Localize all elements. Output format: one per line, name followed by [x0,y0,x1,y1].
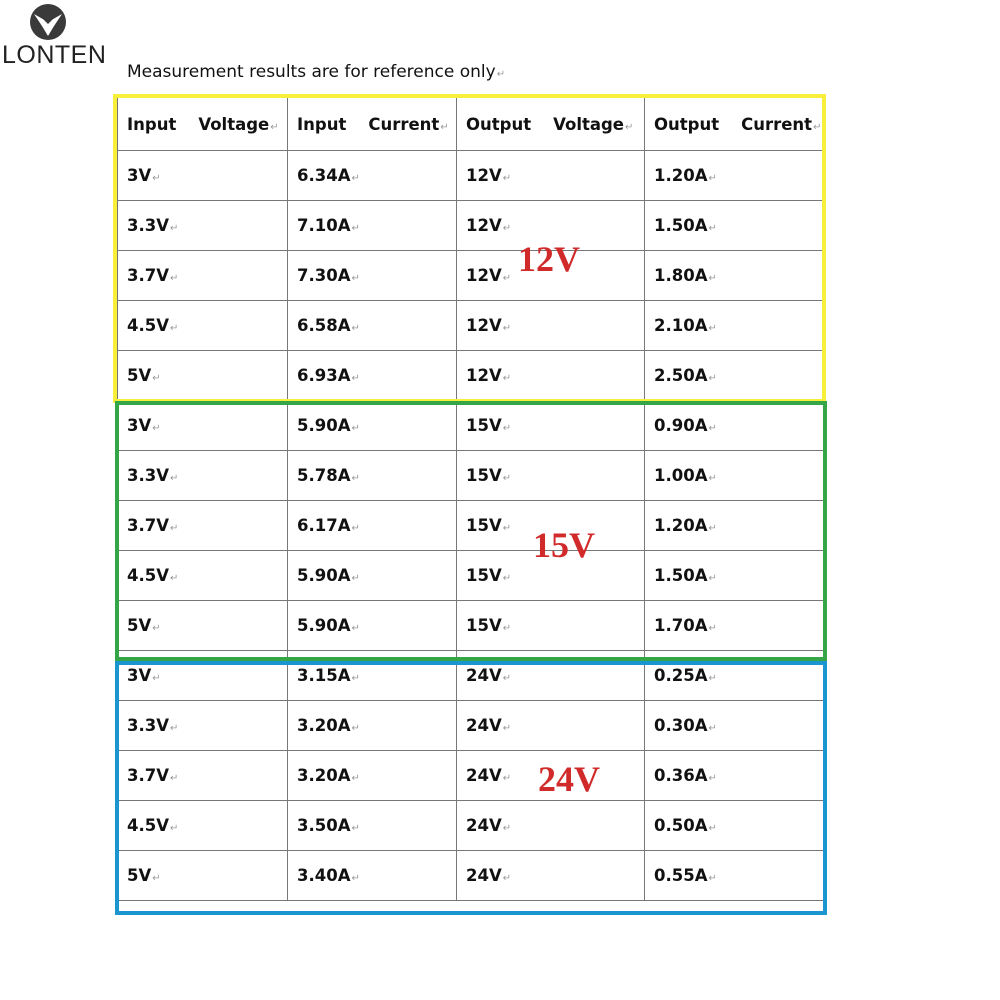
cell-output-current: 1.80A↵ [645,251,826,301]
cell-input-current: 5.78A↵ [288,451,457,501]
cell-input-voltage: 5V↵ [118,851,288,901]
cell-output-voltage: 15V↵ [457,501,645,551]
cell-output-voltage: 15V↵ [457,601,645,651]
table-row [118,251,826,301]
table-row [118,851,826,901]
cell-input-voltage: 3.3V↵ [118,701,288,751]
cell-output-voltage: 24V↵ [457,851,645,901]
table-row [118,801,826,851]
cell-output-voltage: 12V↵ [457,251,645,301]
table-row [118,501,826,551]
cell-input-voltage: 3V↵ [118,651,288,701]
cell-output-current: 1.70A↵ [645,601,826,651]
cell-input-voltage: 4.5V↵ [118,551,288,601]
header-cell-output-voltage: Output Voltage↵ [457,98,645,151]
cell-output-current: 1.20A↵ [645,151,826,201]
brand-logo [0,0,107,72]
cell-output-voltage: 15V↵ [457,401,645,451]
cell-input-voltage: 4.5V↵ [118,801,288,851]
table-row [118,201,826,251]
cell-input-voltage: 5V↵ [118,351,288,401]
cell-input-voltage: 3.7V↵ [118,501,288,551]
cell-input-current: 3.20A↵ [288,751,457,801]
cell-output-current: 1.20A↵ [645,501,826,551]
cell-input-current: 3.15A↵ [288,651,457,701]
cell-output-voltage: 24V↵ [457,651,645,701]
cell-output-current: 2.50A↵ [645,351,826,401]
cell-input-current: 3.50A↵ [288,801,457,851]
table-header-row [118,98,826,151]
table-row [118,601,826,651]
group-label-15v: 15V [533,525,595,565]
cell-input-current: 5.90A↵ [288,401,457,451]
cell-output-current: 0.50A↵ [645,801,826,851]
cell-input-current: 3.40A↵ [288,851,457,901]
cell-output-voltage: 15V↵ [457,451,645,501]
cell-output-voltage: 12V↵ [457,201,645,251]
measurement-table [117,97,826,901]
cell-input-current: 7.10A↵ [288,201,457,251]
cell-input-current: 5.90A↵ [288,551,457,601]
header-cell-input-current: Input Current↵ [288,98,457,151]
cell-output-current: 2.10A↵ [645,301,826,351]
cell-input-current: 6.34A↵ [288,151,457,201]
cell-output-current: 1.50A↵ [645,551,826,601]
cell-input-voltage: 3.7V↵ [118,251,288,301]
table-row [118,701,826,751]
cell-output-current: 0.55A↵ [645,851,826,901]
cell-output-current: 0.30A↵ [645,701,826,751]
cell-input-voltage: 3V↵ [118,151,288,201]
cell-input-voltage: 5V↵ [118,601,288,651]
cell-input-voltage: 3.3V↵ [118,451,288,501]
cell-output-current: 0.25A↵ [645,651,826,701]
cell-input-current: 5.90A↵ [288,601,457,651]
table-row [118,651,826,701]
group-label-12v: 12V [518,239,580,279]
cell-output-voltage: 12V↵ [457,151,645,201]
cell-output-voltage: 12V↵ [457,351,645,401]
cell-output-voltage: 24V↵ [457,801,645,851]
table-row [118,751,826,801]
cell-input-voltage: 3V↵ [118,401,288,451]
cell-input-current: 3.20A↵ [288,701,457,751]
cell-input-current: 7.30A↵ [288,251,457,301]
table-row [118,401,826,451]
cell-output-current: 1.50A↵ [645,201,826,251]
measurement-table-wrap [117,97,825,901]
cell-output-current: 1.00A↵ [645,451,826,501]
caption-text: Measurement results are for reference only↵ [127,62,506,82]
table-row [118,351,826,401]
cell-output-voltage: 24V↵ [457,751,645,801]
cell-input-voltage: 4.5V↵ [118,301,288,351]
brand-name: LONTEN [2,41,107,69]
group-label-24v: 24V [538,759,600,799]
cell-output-voltage: 24V↵ [457,701,645,751]
cell-output-current: 0.90A↵ [645,401,826,451]
cell-output-voltage: 12V↵ [457,301,645,351]
cell-output-current: 0.36A↵ [645,751,826,801]
table-row [118,151,826,201]
table-row [118,451,826,501]
header-cell-output-current: Output Current↵ [645,98,826,151]
table-row [118,301,826,351]
cell-input-current: 6.17A↵ [288,501,457,551]
cell-output-voltage: 15V↵ [457,551,645,601]
table-row [118,551,826,601]
cell-input-current: 6.58A↵ [288,301,457,351]
cell-input-voltage: 3.7V↵ [118,751,288,801]
cell-input-voltage: 3.3V↵ [118,201,288,251]
cell-input-current: 6.93A↵ [288,351,457,401]
header-cell-input-voltage: Input Voltage↵ [118,98,288,151]
lonten-logo-icon [28,2,68,42]
